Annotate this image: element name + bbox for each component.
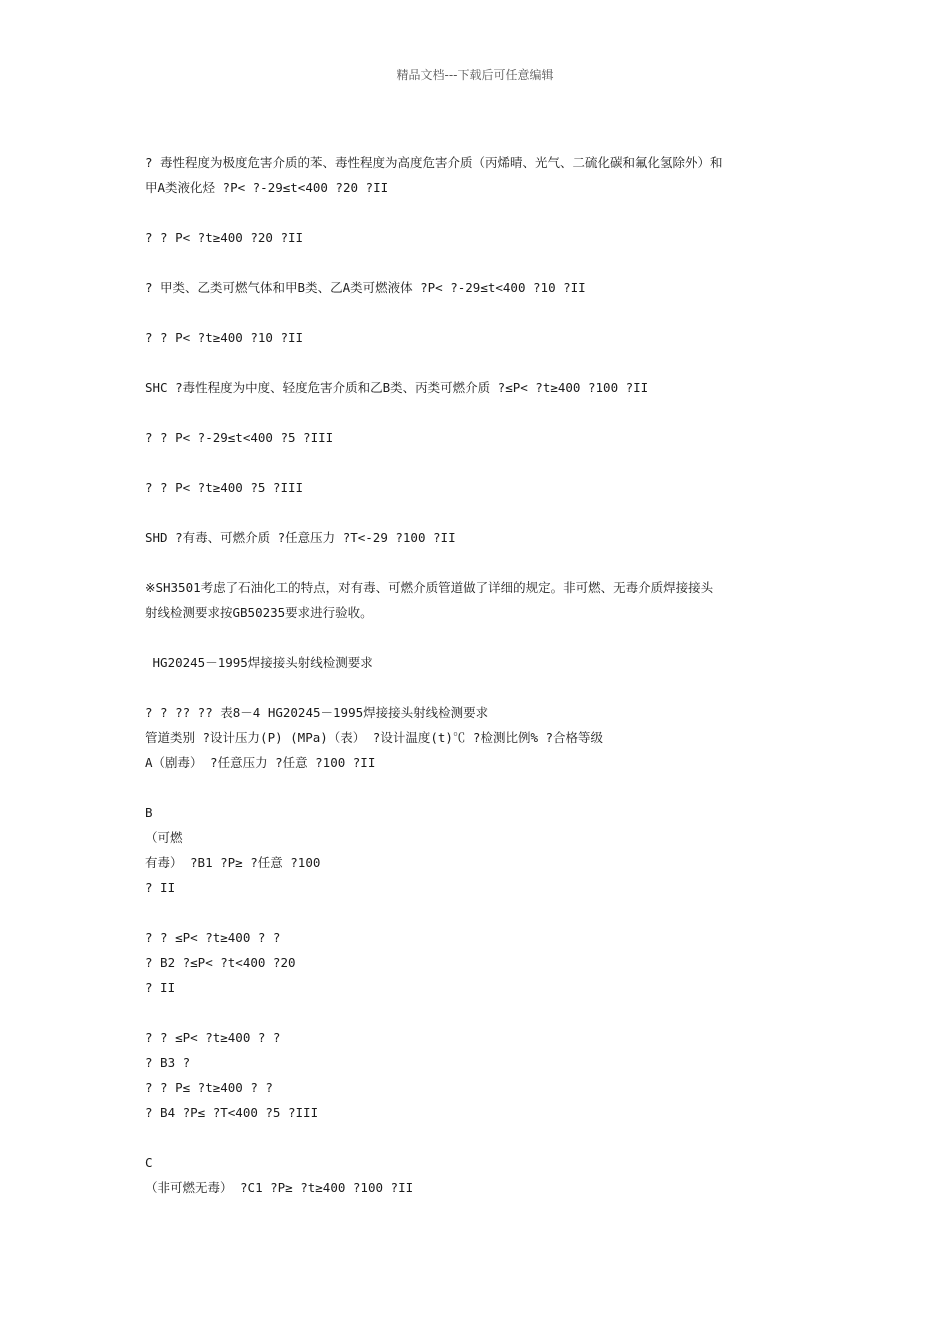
text-line: ? 甲类、乙类可燃气体和甲B类、乙A类可燃液体 ?P< ?-29≤t<400 ?10 ?II: [145, 280, 586, 295]
text-line: C: [145, 1155, 153, 1170]
text-line: ? B4 ?P≤ ?T<400 ?5 ?III: [145, 1105, 319, 1120]
text-line: ? 毒性程度为极度危害介质的苯、毒性程度为高度危害介质（丙烯晴、光气、二硫化碳和氟化氢除外）和: [145, 155, 723, 170]
page-header: 精品文档---下载后可任意编辑: [396, 68, 554, 82]
paragraph: [145, 225, 825, 250]
text-line: （非可燃无毒） ?C1 ?P≥ ?t≥400 ?100 ?II: [145, 1180, 414, 1195]
paragraph: [145, 150, 825, 200]
paragraph-gap: [145, 775, 825, 800]
text-line: ? ? P≤ ?t≥400 ? ?: [145, 1080, 273, 1095]
paragraph-gap: [145, 1000, 825, 1025]
paragraph: [145, 575, 825, 625]
paragraph: [145, 375, 825, 400]
paragraph-gap: [145, 300, 825, 325]
paragraph-gap: [145, 900, 825, 925]
paragraph-gap: [145, 250, 825, 275]
text-line: ? II: [145, 980, 176, 995]
text-line: ? ? P< ?t≥400 ?5 ?III: [145, 480, 304, 495]
text-line: ※SH3501考虑了石油化工的特点，对有毒、可燃介质管道做了详细的规定。非可燃、无毒介质焊接接头: [145, 580, 714, 595]
text-line: ? ? ≤P< ?t≥400 ? ?: [145, 1030, 281, 1045]
paragraph-gap: [145, 350, 825, 375]
text-line: 管道类别 ?设计压力(P) (MPa)（表） ?设计温度(t)℃ ?检测比例% ?合格等级: [145, 730, 604, 745]
paragraph: [145, 425, 825, 450]
text-line: （可燃: [145, 830, 183, 845]
text-line: ? II: [145, 880, 176, 895]
text-line: ? ? P< ?t≥400 ?20 ?II: [145, 230, 304, 245]
text-line: ? B2 ?≤P< ?t<400 ?20: [145, 955, 296, 970]
text-line: ? ? ≤P< ?t≥400 ? ?: [145, 930, 281, 945]
paragraph-gap: [145, 400, 825, 425]
text-line: A（剧毒） ?任意压力 ?任意 ?100 ?II: [145, 755, 376, 770]
text-line: ? ? ?? ?? 表8－4 HG20245－1995焊接接头射线检测要求: [145, 705, 489, 720]
paragraph-gap: [145, 200, 825, 225]
text-line: SHD ?有毒、可燃介质 ?任意压力 ?T<-29 ?100 ?II: [145, 530, 456, 545]
document-body: [145, 150, 825, 1200]
text-line: SHC ?毒性程度为中度、轻度危害介质和乙B类、丙类可燃介质 ?≤P< ?t≥400 ?100 ?II: [145, 380, 649, 395]
text-line: 甲A类液化烃 ?P< ?-29≤t<400 ?20 ?II: [145, 180, 389, 195]
paragraph: [145, 925, 825, 1000]
text-line: HG20245－1995焊接接头射线检测要求: [145, 655, 373, 670]
paragraph-gap: [145, 550, 825, 575]
text-line: B: [145, 805, 153, 820]
paragraph: [145, 325, 825, 350]
text-line: 射线检测要求按GB50235要求进行验收。: [145, 605, 373, 620]
paragraph: [145, 800, 825, 900]
paragraph: [145, 1150, 825, 1200]
text-line: ? ? P< ?-29≤t<400 ?5 ?III: [145, 430, 334, 445]
paragraph: [145, 650, 825, 675]
paragraph: [145, 1025, 825, 1125]
paragraph: [145, 525, 825, 550]
text-line: 有毒） ?B1 ?P≥ ?任意 ?100: [145, 855, 321, 870]
text-line: ? ? P< ?t≥400 ?10 ?II: [145, 330, 304, 345]
paragraph-gap: [145, 450, 825, 475]
paragraph: [145, 475, 825, 500]
paragraph: [145, 700, 825, 775]
paragraph-gap: [145, 500, 825, 525]
paragraph: [145, 275, 825, 300]
paragraph-gap: [145, 675, 825, 700]
paragraph-gap: [145, 1125, 825, 1150]
paragraph-gap: [145, 625, 825, 650]
text-line: ? B3 ?: [145, 1055, 191, 1070]
